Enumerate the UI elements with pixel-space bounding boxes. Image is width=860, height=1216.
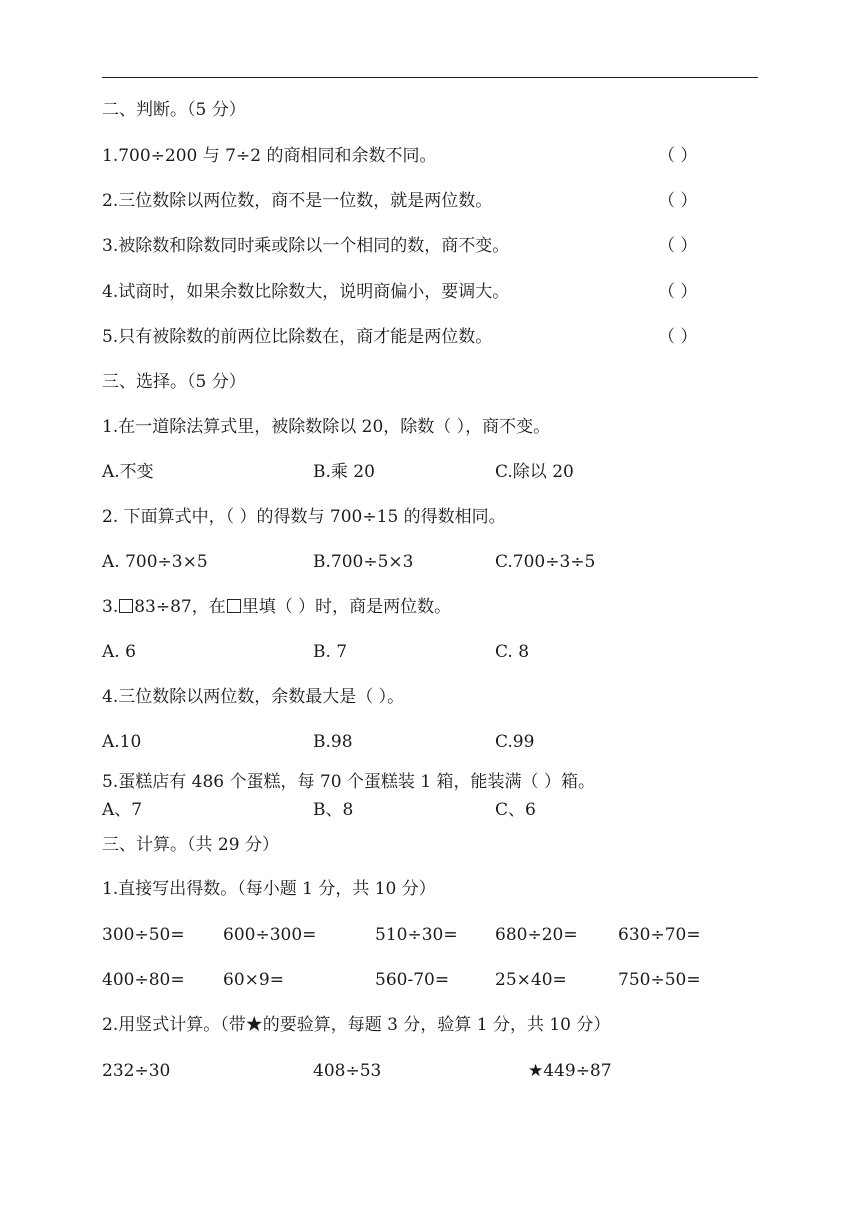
judge-item-5: 5.只有被除数的前两位比除数在，商才能是两位数。 [102,327,493,347]
choice-q4: 4.三位数除以两位数，余数最大是（ ）。 [102,687,405,707]
choice-q4-option-b: B.98 [313,732,353,752]
judge-item-3: 3.被除数和除数同时乘或除以一个相同的数，商不变。 [102,236,510,256]
choice-q1: 1.在一道除法算式里，被除数除以 20，除数（ ），商不变。 [102,417,551,437]
calc-r2-1: 400÷80= [102,970,185,990]
calc-r3-1: 232÷30 [102,1061,171,1081]
choice-q3-option-b: B. 7 [313,642,348,662]
answer-blank-1: （ ） [658,146,698,166]
choice-q4-option-c: C.99 [495,732,535,752]
answer-blank-2: （ ） [658,191,698,211]
blank-box-icon [227,599,241,613]
choice-q3 [102,597,451,617]
calc-r2-4: 25×40= [495,970,567,990]
answer-blank-3: （ ） [658,236,698,256]
judge-item-4: 4.试商时，如果余数比除数大，说明商偏小，要调大。 [102,282,510,302]
choice-q3-option-c: C. 8 [495,642,530,662]
calc-heading: 三、计算。（共 29 分） [102,835,279,855]
choice-q5: 5.蛋糕店有 486 个蛋糕，每 70 个蛋糕装 1 箱，能装满（ ）箱。 [102,772,595,792]
choice-q5-option-b: B、8 [313,800,354,820]
choice-q1-option-a: A.不变 [102,462,154,482]
calc-r1-2: 600÷300= [223,925,317,945]
judge-item-1: 1.700÷200 与 7÷2 的商相同和余数不同。 [102,146,437,166]
choice-q2-option-a: A. 700÷3×5 [102,552,208,572]
choice-q4-option-a: A.10 [102,732,142,752]
choice-q1-option-b: B.乘 20 [313,462,375,482]
judge-heading: 二、判断。（5 分） [102,100,246,120]
choice-q5-option-a: A、7 [102,800,143,820]
top-rule [102,77,758,78]
choice-q2-option-b: B.700÷5×3 [313,552,414,572]
calc-r2-3: 560-70= [375,970,450,990]
calc-r1-5: 630÷70= [618,925,701,945]
calc-r3-2: 408÷53 [313,1061,382,1081]
choice-q5-option-c: C、6 [495,800,536,820]
blank-box-icon [119,599,133,613]
choice-heading: 三、选择。（5 分） [102,372,246,392]
calc-r3-3: ★449÷87 [528,1061,612,1081]
choice-q2: 2. 下面算式中，（ ）的得数与 700÷15 的得数相同。 [102,507,506,527]
choice-q1-option-c: C.除以 20 [495,462,574,482]
calc-sub1: 1.直接写出得数。（每小题 1 分，共 10 分） [102,879,436,899]
choice-q2-option-c: C.700÷3÷5 [495,552,596,572]
choice-q3-number: 3. [102,597,119,617]
answer-blank-4: （ ） [658,282,698,302]
choice-q3-expr: 83÷87，在 [134,597,226,617]
answer-blank-5: （ ） [658,327,698,347]
calc-r1-3: 510÷30= [375,925,458,945]
calc-r2-5: 750÷50= [618,970,701,990]
calc-r1-1: 300÷50= [102,925,185,945]
calc-r1-4: 680÷20= [495,925,578,945]
choice-q3-option-a: A. 6 [102,642,136,662]
judge-item-2: 2.三位数除以两位数，商不是一位数，就是两位数。 [102,191,493,211]
choice-q3-rest: 里填（ ）时，商是两位数。 [241,597,452,617]
calc-sub2: 2.用竖式计算。（带★的要验算，每题 3 分，验算 1 分，共 10 分） [102,1015,611,1035]
calc-r2-2: 60×9= [223,970,284,990]
